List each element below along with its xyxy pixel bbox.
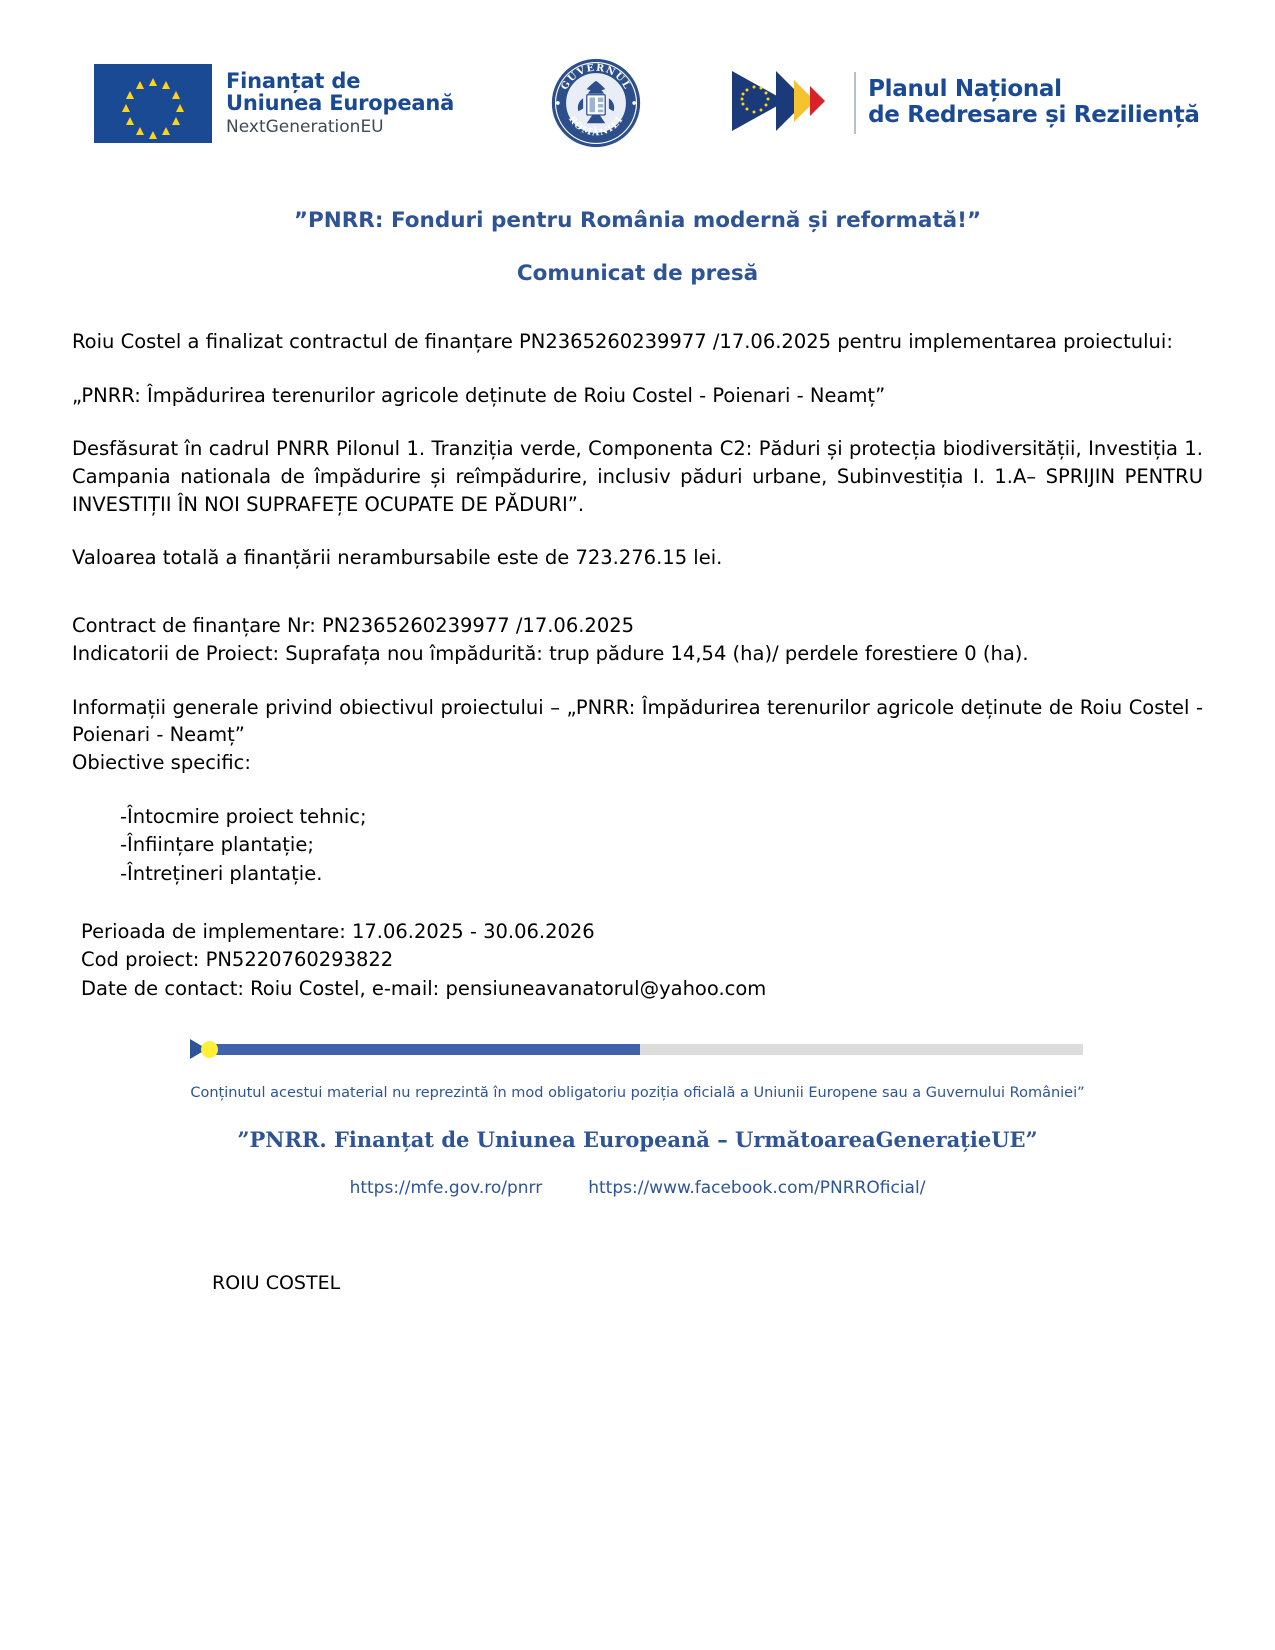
paragraph-contract-number: Contract de finanțare Nr: PN2365260239977 /17.06.2025 <box>72 614 635 638</box>
eu-logo-line1: Finanțat de <box>226 68 361 93</box>
disclaimer-text: Conținutul acestui material nu reprezintă în mod obligatoriu poziția oficială a Uniunii Europene sau a Guvernului României” <box>190 1085 1085 1102</box>
contact-details: Date de contact: Roiu Costel, e-mail: pensiuneavanatorul@yahoo.com <box>81 976 767 1000</box>
svg-text:GUVERNUL: GUVERNUL <box>559 62 633 92</box>
footer-title: ”PNRR. Finanțat de Uniunea Europeană – UrmătoareaGenerațieUE” <box>237 1127 1038 1153</box>
government-of-romania-seal-icon <box>550 57 642 149</box>
eu-funding-logo <box>94 64 454 143</box>
pnrr-logo-line2: de Redresare și Reziliență <box>868 102 1200 128</box>
eu-logo-line3: NextGenerationEU <box>226 116 384 137</box>
page-subtitle: Comunicat de presă <box>516 261 759 286</box>
progress-track <box>215 1044 1083 1055</box>
project-code: Cod proiect: PN5220760293822 <box>81 948 394 972</box>
paragraph-project-title: „PNRR: Împădurirea terenurilor agricole deținute de Roiu Costel - Poienari - Neamț” <box>72 383 886 407</box>
eu-logo-wordmark <box>226 70 454 137</box>
paragraph-objectives-label: Obiective specific: <box>72 750 251 774</box>
logo-band <box>72 0 1203 162</box>
document-body <box>72 328 1203 1003</box>
implementation-period: Perioada de implementare: 17.06.2025 - 30.06.2026 <box>81 919 595 943</box>
pnrr-logo-divider <box>854 72 856 134</box>
paragraph-general-info: Informații generale privind obiectivul proiectului – „PNRR: Împădurirea terenurilor agricole deținute de Roiu Costel - Poienari - Neamț” <box>72 695 1203 747</box>
signature-name: ROIU COSTEL <box>212 1272 341 1295</box>
objectives-list <box>72 803 1203 888</box>
paragraph-total-value: Valoarea totală a finanțării nerambursabile este de 723.276.15 lei. <box>72 546 723 570</box>
progress-bar <box>72 1039 1203 1059</box>
footer-links <box>72 1178 1203 1198</box>
paragraph-intro: Roiu Costel a finalizat contractul de finanțare PN2365260239977 /17.06.2025 pentru implementarea proiectului: <box>72 330 1173 353</box>
page-title: ”PNRR: Fonduri pentru România modernă și reformată!” <box>293 208 982 233</box>
list-item: -Întocmire proiect tehnic; <box>120 804 367 828</box>
paragraph-framework: Desfăsurat în cadrul PNRR Pilonul 1. Tranziția verde, Componenta C2: Păduri și protecția biodiversității, Investiția 1. Campania nationala de împădurire și reîmpădurire, inclusiv păduri urbane, Subinvestiția I. 1.A– SPRIJIN PENTRU INVESTIȚII ÎN NOI SUPRAFEȚE OCUPATE DE PĂDURI”. <box>72 437 1203 516</box>
list-item: -Întrețineri plantație. <box>120 861 323 885</box>
list-item: -Înființare plantație; <box>120 833 314 857</box>
contact-block <box>72 918 1203 1003</box>
link-mfe[interactable]: https://mfe.gov.ro/pnrr <box>349 1178 543 1199</box>
pnrr-arrows-icon <box>730 65 842 141</box>
pnrr-logo <box>730 65 1200 141</box>
svg-text:ROMÂNIEI: ROMÂNIEI <box>566 113 626 139</box>
progress-marker-icon <box>201 1041 218 1058</box>
eu-logo-line2: Uniunea Europeană <box>226 91 455 116</box>
pnrr-logo-line1: Planul Național <box>868 76 1062 103</box>
eu-flag-icon <box>94 64 212 143</box>
paragraph-indicators: Indicatorii de Proiect: Suprafața nou împădurită: trup pădure 14,54 (ha)/ perdele forestiere 0 (ha). <box>72 641 1029 665</box>
link-facebook[interactable]: https://www.facebook.com/PNRROficial/ <box>588 1178 926 1199</box>
spacer <box>72 598 1203 612</box>
progress-fill <box>215 1044 640 1055</box>
pnrr-logo-wordmark <box>868 77 1200 129</box>
